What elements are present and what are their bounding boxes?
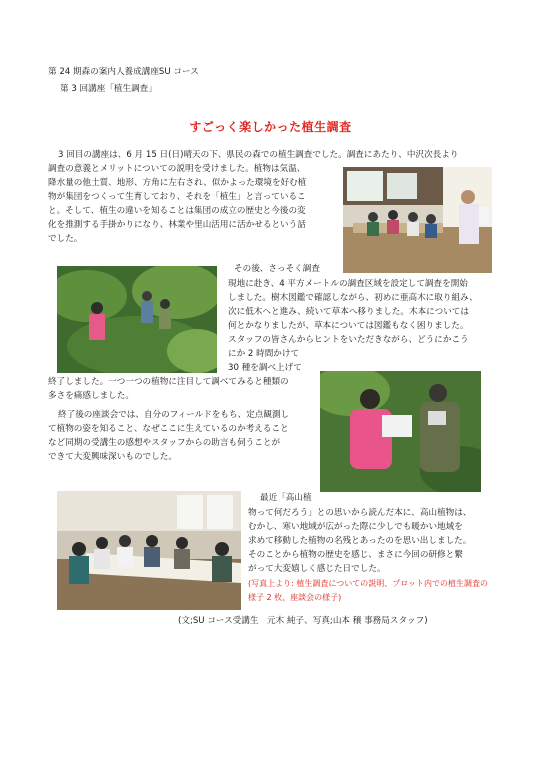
course-heading: 第 24 期森の案内人養成講座SU コース	[48, 67, 199, 77]
para2-line: スタッフの皆さんからヒントをいただきながら、どうにかこう	[228, 335, 469, 345]
session-heading: 第 3 回講座「植生調査」	[60, 84, 157, 94]
para1-line: と。そして、植生の違いを知ることは集団の成立の歴史と今後の変	[48, 206, 306, 216]
para2-line: 終了しました。一つ一つの植物に注目して調べてみると種類の	[48, 377, 289, 387]
para4-line: そのことから植物の歴史を感じ、まさに今回の研修と繋	[248, 550, 463, 560]
para3-line: 終了後の座談会では、自分のフィールドをもち、定点観測し	[58, 410, 290, 420]
para4-line: がって大変嬉しく感じた日でした。	[248, 564, 386, 574]
para3-line: など同期の受講生の感想やスタッフからの助言も伺うことが	[48, 438, 281, 448]
para4-line: むかし、寒い地域が広がった際に少しでも暖かい地域を	[248, 522, 463, 532]
author-credit: (文;SU コース受講生 元木 純子、写真;山本 穣 事務局スタッフ)	[178, 616, 428, 626]
para1-line: でした。	[48, 234, 83, 244]
para2-line: しました。樹木図鑑で確認しながら、初めに亜高木に取り組み、	[228, 293, 478, 303]
discussion-photo	[57, 491, 241, 610]
para3-line: て植物の姿を知ること、なぜここに生えているのか考えること	[48, 424, 289, 434]
para2-line: 30 種を調べ上げて	[228, 363, 302, 373]
photo-caption: (写真上より: 植生調査についての説明、プロット内での植生調査の	[248, 579, 489, 588]
para2-line: その後、さっそく調査	[234, 264, 320, 274]
article-title: すごっく楽しかった植生調査	[189, 120, 352, 134]
para1-line: 物が集団をつくって生育しており、それを「植生」と言っているこ	[48, 192, 306, 202]
para1-line: 降水量の他土質、地形、方角に左右され、似かよった環境を好む植	[48, 178, 307, 188]
para2-line: 現地に赴き、4 平方メートルの調査区域を設定して調査を開始	[228, 279, 468, 289]
para4-line: 物って何だろう」との思いから読んだ本に、高山植物は、	[248, 508, 472, 518]
para2-line: にか 2 時間かけて	[228, 349, 300, 359]
para2-line: 次に低木へと進み、続いて草本へ移りました。木本については	[228, 307, 469, 317]
field-survey-photo	[57, 266, 217, 373]
lecture-room-photo	[343, 167, 492, 273]
para2-line: 何とかなりましたが、草本については図鑑もなく困りました。	[228, 321, 469, 331]
para1-line: 調査の意義とメリットについての説明を受けました。植物は気温、	[48, 164, 306, 174]
para2-line: 多さを痛感しました。	[48, 391, 134, 401]
para3-line: できて大変興味深いものでした。	[48, 452, 177, 462]
para1-line: 3 回目の講座は、6 月 15 日(日)晴天の下、県民の森での植生調査でした。調査にあたり、中沢次長より	[58, 150, 459, 160]
plot-survey-photo	[320, 371, 481, 492]
para1-line: 化を推測する手掛かりになり、林業や里山活用に活かせるという話	[48, 220, 306, 230]
photo-caption: 様子 2 枚、座談会の様子)	[248, 593, 342, 602]
para4-line: 求めて移動した植物の名残とあったのを思い出しました。	[248, 536, 472, 546]
para4-line: 最近「高山植	[260, 493, 312, 503]
